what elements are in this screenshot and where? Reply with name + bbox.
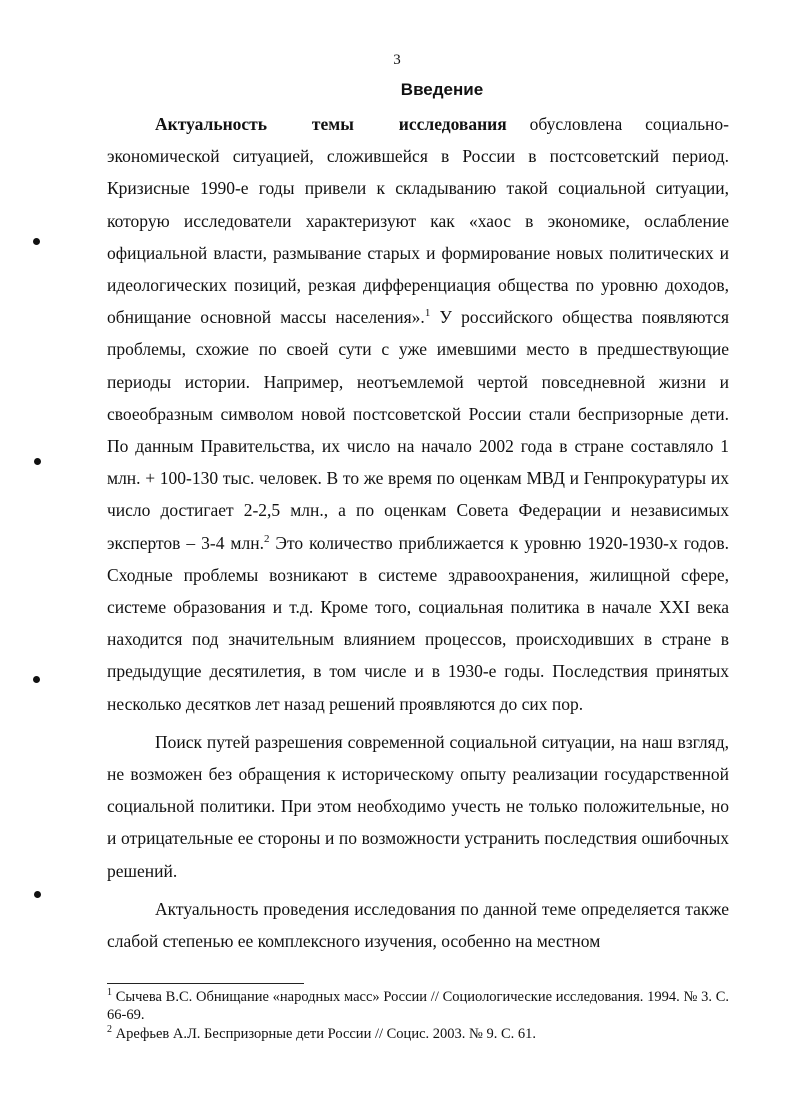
paragraph-1-text-c: Это количество приближается к уровню 1920-1930-х годов. Сходные проблемы возникают в системе здравоохранения, жилищной сфере, системе образования и т.д. Кроме того, социальная политика в начале XXI века находится под значительным влиянием процессов, происходивших в стране в предыдущие десятилетия, в том числе и в 1930-е годы. Последствия принятых несколько десятков лет назад решений проявляются до сих пор. [107,532,729,714]
page-number: 3 [393,52,401,68]
footnote-1-number: 1 [107,987,112,999]
paragraph-1-text-a: обусловлена социально-экономической ситуацией, сложившейся в России в постсоветский период. Кризисные 1990-е годы привели к складыванию такой социальной ситуации, которую исследователи характеризуют как «хаос в экономике, ослабление официальной власти, размывание старых и формирование новых политических и идеологических позиций, резкая дифференциация общества по уровню доходов, обнищание основной массы населения». [107,114,729,328]
margin-punch-mark [33,238,40,245]
footnote-2-number: 2 [107,1024,112,1036]
footnote-ref-1[interactable]: 1 [424,307,431,320]
footnote-1 [107,988,729,1024]
margin-punch-mark [33,676,40,683]
paragraph-2: Поиск путей разрешения современной социальной ситуации, на наш взгляд, не возможен без обращения к историческому опыту реализации государственной социальной политики. При этом необходимо учесть не только положительные, но и отрицательные ее стороны и по возможности устранить последствия ошибочных решений. [107,731,729,881]
footnotes [107,988,729,1044]
paragraph-1-lead: Актуальность темы исследования [155,114,507,134]
body-text [107,108,729,957]
footnote-2-text: Арефьев А.Л. Беспризорные дети России // Социс. 2003. № 9. С. 61. [112,1026,537,1042]
footnote-1-text: Сычева В.С. Обнищание «народных масс» России // Социологические исследования. 1994. № 3. С. 66-69. [107,989,729,1023]
page-title: Введение [400,80,484,99]
margin-punch-mark [34,891,41,898]
paragraph-3: Актуальность проведения исследования по данной теме определяется также слабой степенью ее комплексного изучения, особенно на местном [107,898,729,952]
footnote-2 [107,1025,729,1043]
footnote-ref-2[interactable]: 2 [263,532,270,545]
paragraph-1 [107,108,729,720]
footnote-separator [107,983,304,984]
paragraph-1-text-b: У российского общества появляются проблемы, схожие по своей сути с уже имевшими место в предшествующие периоды истории. Например, неотъемлемой чертой повседневной жизни и своеобразным символом новой постсоветской России стали беспризорные дети. По данным Правительства, их число на начало 2002 года в стране составляло 1 млн. + 100-130 тыс. человек. В то же время по оценкам МВД и Генпрокуратуры их число достигает 2-2,5 млн., а по оценкам Совета Федерации и независимых экспертов – 3-4 млн. [107,307,729,553]
margin-punch-mark [34,458,41,465]
